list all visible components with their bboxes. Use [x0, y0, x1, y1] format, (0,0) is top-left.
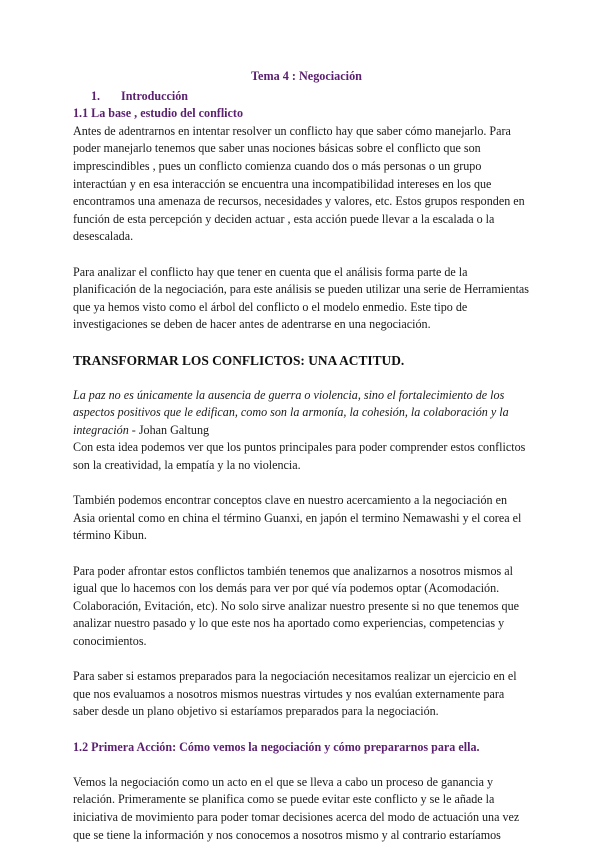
spacer — [73, 721, 530, 739]
quote-paragraph — [73, 387, 530, 440]
paragraph-3: Con esta idea podemos ver que los puntos principales para poder comprender estos conflictos son la creatividad, la empatía y la no violencia. — [73, 440, 526, 473]
paragraph-4: También podemos encontrar conceptos clave en nuestro acercamiento a la negociación en Asia oriental como en china el término Guanxi, en japón el termino Nemawashi y el corea el término Kibun. — [73, 493, 522, 543]
subsection-heading-1-2: 1.2 Primera Acción: Cómo vemos la negociación y cómo prepararnos para ella. — [73, 739, 480, 754]
spacer — [73, 756, 530, 774]
heading-transformar: TRANSFORMAR LOS CONFLICTOS: UNA ACTITUD. — [73, 352, 405, 368]
document-title: Tema 4 : Negociación — [251, 69, 362, 83]
section-heading-introduccion — [73, 88, 530, 106]
paragraph-6: Para saber si estamos preparados para la negociación necesitamos realizar un ejercicio en el que nos evaluamos a nosotros mismos nuestras virtudes y nos evalúan externamente para saber desde un plano objetivo si estaríamos preparados para la negociación. — [73, 669, 517, 719]
quote-author: - Johan Galtung — [128, 422, 210, 437]
spacer — [73, 651, 530, 669]
spacer — [73, 246, 530, 264]
quote-text: La paz no es únicamente la ausencia de guerra o violencia, sino el fortalecimiento de los aspectos positivos que le edifican, como son la armonía, la cohesión, la colaboración y la integración — [73, 387, 509, 437]
subsection-heading-1-1: 1.1 La base , estudio del conflicto — [73, 106, 243, 121]
section-number: 1. — [91, 88, 101, 103]
paragraph-1: Antes de adentrarnos en intentar resolver un conflicto hay que saber cómo manejarlo. Para poder manejarlo tenemos que saber unas nociones básicas sobre el conflicto que son imprescindibles , pues un conflicto comienza cuando dos o más personas o un grupo interactúan y en esa interacción se encuentra una incompatibilidad intereses en los que encontramos una amenaza de recursos, necesidades y valores, etc. Estos grupos responden en función de esta percepción y deciden actuar , esta acción puede llevar a la escalada o la desescalada. — [73, 123, 525, 244]
paragraph-7: Vemos la negociación como un acto en el que se lleva a cabo un proceso de ganancia y relación. Primeramente se planifica como se puede evitar este conflicto y se le añade la iniciativa de movimiento para poder tomar decisiones acerca del modo de actuación una vez que se tiene la información y nos conocemos a nosotros mismo y al contrario estaríamos — [73, 774, 520, 842]
spacer — [73, 369, 530, 387]
spacer — [73, 334, 530, 352]
spacer — [73, 475, 530, 493]
section-label: Introducción — [121, 88, 188, 103]
paragraph-2: Para analizar el conflicto hay que tener en cuenta que el análisis forma parte de la planificación de la negociación, para este análisis se pueden utilizar una serie de Herramientas que ya hemos visto como el árbol del conflicto o el modelo enmedio. Este tipo de investigaciones se deben de hacer antes de adentrarse en una negociación. — [73, 264, 530, 332]
spacer — [73, 545, 530, 563]
paragraph-5: Para poder afrontar estos conflictos también tenemos que analizarnos a nosotros mismos al igual que lo hacemos con los demás para ver por qué vía podemos optar (Acomodación. Colaboración, Evitación, etc). No solo sirve analizar nuestro presente si no que tenemos que analizar nuestro pasado y lo que este nos ha aportado como experiencias, competencias y conocimientos. — [73, 563, 519, 648]
